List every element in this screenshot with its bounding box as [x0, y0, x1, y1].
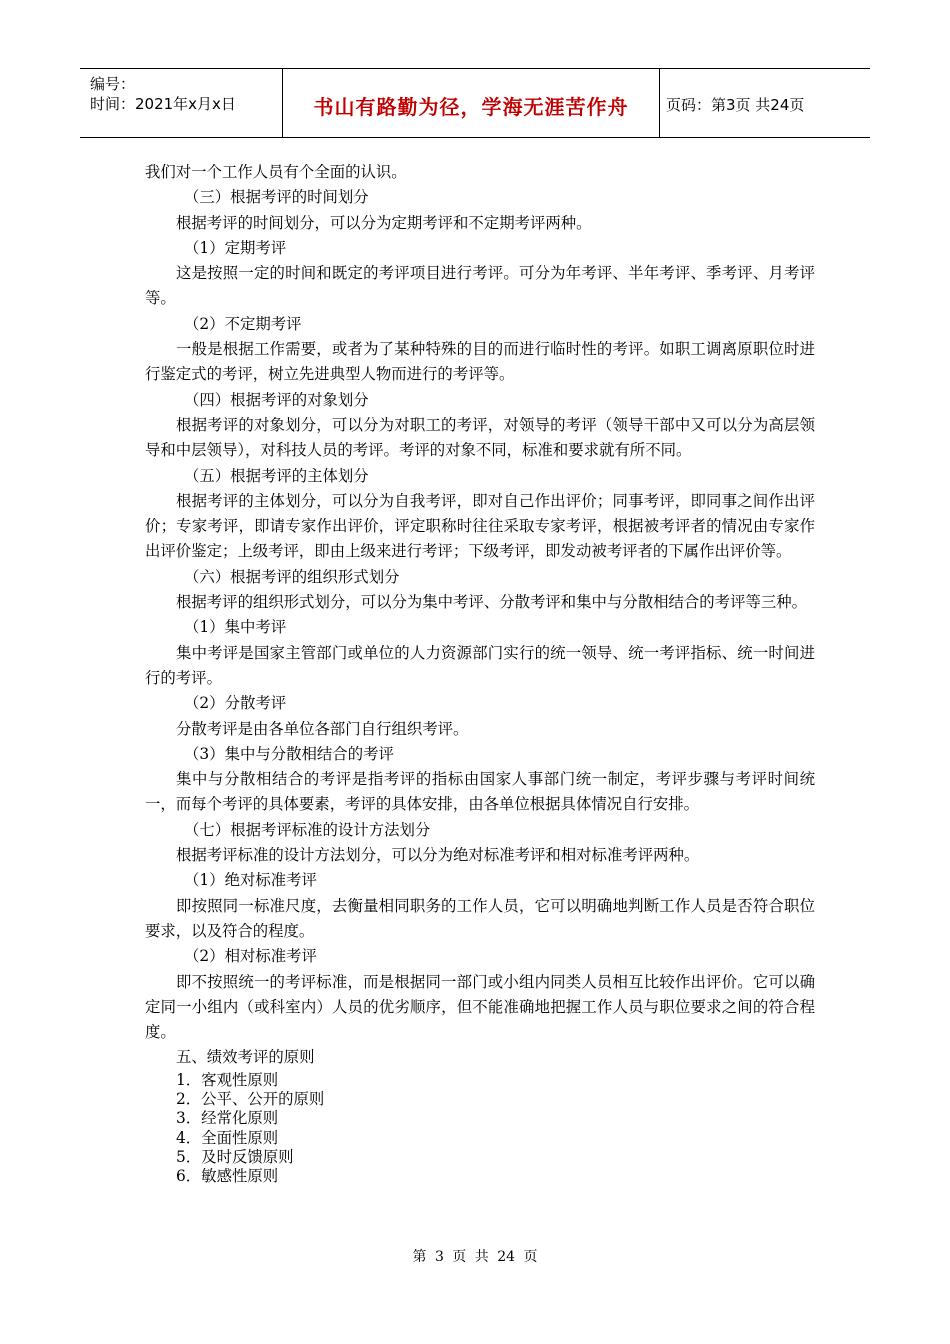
principle-item: 6．敏感性原则	[176, 1167, 279, 1186]
paragraph: （3）集中与分散相结合的考评	[184, 744, 394, 763]
document-body	[145, 160, 815, 1186]
principles-heading: 五、绩效考评的原则	[176, 1048, 315, 1067]
header-page-number: 页码：第3页 共24页	[666, 96, 805, 114]
principle-item: 2．公平、公开的原则	[176, 1089, 325, 1108]
paragraph: 这是按照一定的时间和既定的考评项目进行考评。可分为年考评、半年考评、季考评、月考评等。	[145, 264, 815, 308]
header-left-cell	[80, 69, 282, 137]
paragraph: 即不按照统一的考评标准，而是根据同一部门或小组内同类人员相互比较作出评价。它可以确定同一小组内（或科室内）人员的优劣顺序，但不能准确地把握工作人员与职位要求之间的符合程度。	[145, 972, 815, 1042]
paragraph: 根据考评的时间划分，可以分为定期考评和不定期考评两种。	[176, 213, 592, 232]
paragraph: （2）不定期考评	[184, 314, 302, 333]
paragraph: （七）根据考评标准的设计方法划分	[184, 820, 431, 839]
paragraph-list	[145, 160, 815, 1045]
principle-item: 4．全面性原则	[176, 1128, 279, 1147]
paragraph: 根据考评的主体划分，可以分为自我考评，即对自己作出评价；同事考评，即同事之间作出评价；专家考评，即请专家作出评价，评定职称时往往采取专家考评，根据被考评者的情况由专家作出评价鉴定；上级考评，即由上级来进行考评；下级考评，即发动被考评者的下属作出评价等。	[145, 491, 815, 561]
paragraph: 即按照同一标准尺度，去衡量相同职务的工作人员，它可以明确地判断工作人员是否符合职位要求，以及符合的程度。	[145, 896, 815, 940]
document-time-label: 时间：2021年x月x日	[90, 95, 236, 113]
paragraph: 我们对一个工作人员有个全面的认识。	[145, 163, 407, 181]
paragraph: 根据考评标准的设计方法划分，可以分为绝对标准考评和相对标准考评两种。	[176, 846, 700, 865]
header-right-cell	[658, 69, 870, 137]
document-header	[80, 68, 870, 138]
paragraph: （四）根据考评的对象划分	[184, 390, 369, 409]
header-center-cell	[282, 69, 660, 137]
paragraph: 分散考评是由各单位各部门自行组织考评。	[176, 719, 469, 738]
principles-list	[145, 1071, 815, 1187]
page-footer: 第 3 页 共 24 页	[412, 1249, 538, 1265]
principle-item: 1．客观性原则	[176, 1070, 279, 1089]
principle-item: 3．经常化原则	[176, 1109, 279, 1128]
header-motto: 书山有路勤为径，学海无涯苦作舟	[313, 95, 629, 119]
paragraph: 根据考评的对象划分，可以分为对职工的考评，对领导的考评（领导干部中又可以分为高层领导和中层领导），对科技人员的考评。考评的对象不同，标准和要求就有所不同。	[145, 415, 815, 460]
principle-item: 5．及时反馈原则	[176, 1147, 294, 1166]
paragraph: 集中考评是国家主管部门或单位的人力资源部门实行的统一领导、统一考评指标、统一时间进行的考评。	[145, 643, 815, 687]
paragraph: （六）根据考评的组织形式划分	[184, 567, 400, 586]
paragraph: （2）相对标准考评	[184, 947, 317, 966]
paragraph: 根据考评的组织形式划分，可以分为集中考评、分散考评和集中与分散相结合的考评等三种。	[176, 593, 808, 612]
paragraph: （五）根据考评的主体划分	[184, 466, 369, 485]
paragraph: （三）根据考评的时间划分	[184, 188, 369, 207]
document-code-label: 编号：	[90, 75, 136, 93]
paragraph: （1）集中考评	[184, 618, 287, 637]
paragraph: （1）绝对标准考评	[184, 871, 317, 890]
paragraph: （2）分散考评	[184, 694, 287, 713]
paragraph: 集中与分散相结合的考评是指考评的指标由国家人事部门统一制定，考评步骤与考评时间统一，而每个考评的具体要素，考评的具体安排，由各单位根据具体情况自行安排。	[145, 770, 815, 814]
paragraph: （1）定期考评	[184, 238, 287, 257]
paragraph: 一般是根据工作需要，或者为了某种特殊的目的而进行临时性的考评。如职工调离原职位时进行鉴定式的考评，树立先进典型人物而进行的考评等。	[145, 340, 815, 384]
